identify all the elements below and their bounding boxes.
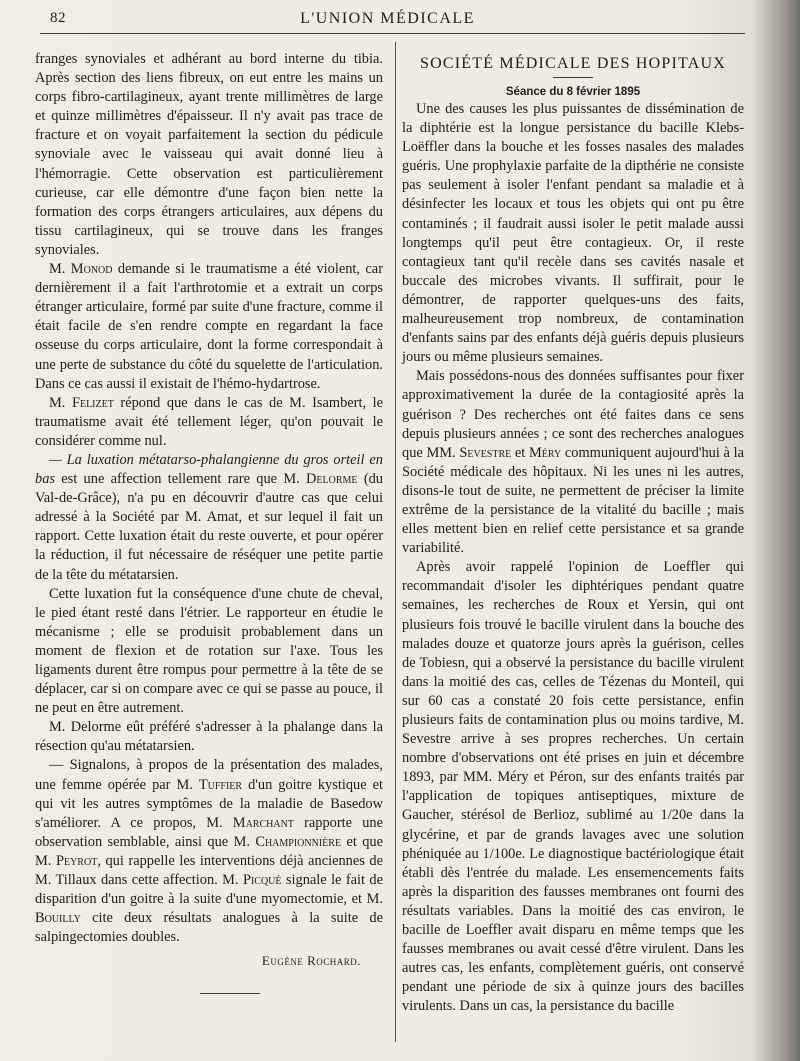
- person-name: Felizet: [71, 394, 114, 411]
- person-name: Méry: [528, 444, 562, 461]
- paragraph-text: et: [511, 444, 529, 461]
- paragraph-text: rapporte une observation semblable, ainsi que M.: [35, 814, 384, 850]
- title-rule: [553, 77, 593, 78]
- person-name: Championnière: [255, 833, 342, 850]
- paragraph-text: communiquent aujourd'hui à la Société médicale des hôpitaux. Ni les unes ni les autres, disons-le tout de suite, ne permettent de préciser la limite extrême de la persistance de la vitalité du bacille ; mais elles mettent bien en relief cette persistance et sa grande variabilité.: [402, 444, 744, 557]
- paragraph-text: — Signalons, à propos de la présentation des malades, une femme opérée par M.: [35, 757, 383, 793]
- paragraph-text: et que M.: [35, 833, 384, 869]
- paragraph: Une des causes les plus puissantes de dissémination de la diphtérie est la longue persistance du bacille Klebs-Loëffler dans la bouche et les fosses nasales des malades guéris. Une prophylaxie parfaite de la dipthérie ne consiste pas seulement à isoler l'enfant pendant sa maladie et à désinfecter les locaux et tous les objets qui ont pu être contaminés ; il faudrait aussi isoler le petit malade aussi longtemps qu'il peut être contagieux. Or, il reste contagieux tant qu'il recèle dans ses cavités nasale et buccale des microbes vivants. Il suffirait, pour le démontrer, de rapporter quelques-uns des faits, malheureusement trop nombreux, de contamination d'enfants sains par des enfants déjà guéris depuis plusieurs jours ou même plusieurs semaines.: [402, 101, 744, 366]
- page-number: 82: [50, 10, 66, 26]
- running-title: L'UNION MÉDICALE: [300, 10, 475, 27]
- page-header: [20, 8, 755, 34]
- column-divider: [395, 42, 396, 1042]
- person-name: Tuffier: [198, 776, 243, 793]
- italic-topic: — La luxation métatarso-phalangienne du gros orteil en bas: [35, 451, 383, 488]
- author-signature: Eugène Rochard.: [261, 953, 361, 969]
- person-name: Delorme: [306, 471, 358, 488]
- left-column: [35, 50, 383, 994]
- header-rule: [40, 33, 745, 34]
- person-name: Picqué: [242, 872, 282, 889]
- paragraph: Cette luxation fut la conséquence d'une chute de cheval, le pied étant resté dans l'étrier. Le rapporteur en étudie le mécanisme ; elle se produisit probablement dans un moment de flexion et de rotation sur l'axe. Tous les ligaments durent être rompus pour permettre à la tête de se déplacer, car si on compare avec ce qui se passe au pouce, il ne peut en être autrement.: [35, 585, 383, 717]
- paragraph: [402, 367, 744, 558]
- paragraph-text: Mais possédons-nous des données suffisantes pour fixer approximativement la durée de la contagiosité après la guérison ? Des recherches ont été faites dans ce sens depuis plusieurs années ; ce sont des recherches analogues que MM.: [402, 368, 744, 461]
- session-title: Séance du 8 février 1895: [505, 86, 641, 98]
- paragraph: Après avoir rappelé l'opinion de Loeffler qui recommandait d'isoler les diphtériques pendant quatre semaines, les recherches de Roux et Yersin, qui ont plusieurs fois trouvé le bacille virulent dans la bouche des malades douze et quatorze jours après la guérison, celles de Tobiesn, qui a observé la persistance du bacille virulent dans la moitié des cas, celles de Tézenas du Monteil, qui sur 60 cas a constaté 20 fois cette persistance, enfin plusieurs faits de contamination plus ou moins tardive, M. Sevestre arrive à ses propres recherches. Un certain nombre d'observations ont été prises en juin et décembre 1893, par MM. Méry et Péron, sur des enfants traités par l'application de topiques antiseptiques, mixture de Gaucher, stérésol de Berlioz, sublimé au 1/20e dans la glycérine, et par de grands lavages avec une solution phéniquée au 1/100e. Le diagnostique bactériologique était établi dès l'entrée du malade. Les ensemencements faits après la disparition des fausses membranes ont fourni des résultats variables. Dans la moitié des cas environ, le bacille de Loeffler avait disparu en même temps que les fausses membranes ou avait cessé d'être virulent. Dans les autres cas, les enfants, complètement guéris, ont conservé pendant une période de six à quinze jours des bacilles virulents. Dans un cas, la persistance du bacille: [402, 559, 744, 1015]
- right-column: [402, 52, 744, 1017]
- person-name: Marchant: [232, 814, 294, 831]
- paragraph: franges synoviales et adhérant au bord interne du tibia. Après section des liens fibreux, on eut entre les mains un corps fibro-cartilagineux, ayant trente millimètres de large et quinze millimètres d'épaisseur. Il n'y avait pas trace de fracture et on voyait parfaitement la section du pédicule synoviale avec le vaisseau qui avait donné lieu à l'hémorragie. Cette observation est particulièrement curieuse, car elle démontre d'une façon bien nette la formation des corps étrangers articulaires, aux dépens du tissu cartilagineux, qui se trouve dans les franges synoviales.: [35, 51, 383, 258]
- paragraph-text: est une affection tellement rare que M.: [55, 471, 307, 488]
- paragraph-text: d'un goitre kystique et qui vit les autres symptômes de la maladie de Basedow s'améliorer. A ce propos, M.: [35, 776, 383, 831]
- person-name: Bouilly: [35, 910, 81, 927]
- person-name: Sevestre: [459, 444, 512, 461]
- person-name: Peyrot: [55, 852, 98, 869]
- paragraph-text: , qui rappelle les interventions déjà anciennes de M. Tillaux dans cette affection. M.: [35, 852, 383, 889]
- paragraph-text: répond que dans le cas de M. Isambert, le traumatisme avait été tellement léger, qu'on pouvait le considérer comme nul.: [35, 394, 383, 449]
- person-name: Monod: [70, 261, 113, 278]
- paragraph: [35, 451, 383, 585]
- paragraph: [35, 756, 383, 947]
- paragraph: M. Monod demande si le traumatisme a été violent, car dernièrement il a fait l'arthrotomie et a extrait un corps étranger articulaire, formé par suite d'une fracture, comme il était facile de s'en rendre compte en regardant la face osseuse du corps articulaire, dont la forme correspondait à une perte de substance du côté du squelette de l'articulation. Dans ce cas aussi il existait de l'hémo-hydartrose.: [35, 261, 383, 392]
- paragraph-text: signale le fait de disparition d'un goitre à la suite d'une myomectomie, et M.: [35, 872, 383, 908]
- paragraph-text: cite deux résultats analogues à la suite de salpingectomies doubles.: [35, 910, 383, 946]
- paragraph-text: (du Val-de-Grâce), n'a pu en découvrir d'autre cas que celui adressé à la Société par M. Amat, et sur lequel il fait un rapport. Cette luxation était du reste ouverte, et pour opérer la réduction, il fut nécessaire de réséquer une petite partie de la tête du métatarsien.: [35, 471, 384, 583]
- article-end-rule: [200, 993, 260, 994]
- paragraph: M. Delorme eût préféré s'adresser à la phalange dans la résection qu'au métatarsien.: [35, 719, 383, 755]
- paragraph-text: demande si le traumatisme a été violent, car dernièrement il a fait l'arthrotomie et a extrait un corps étranger articulaire, formé par suite d'une fracture, comme il était facile de s'en rendre compte en regardant la face osseuse du corps articulaire, dont la forme correspondait à une perte de substance du côté du squelette de l'articulation. Dans ce cas aussi il existait de l'hémo-hydartrose.: [35, 261, 383, 392]
- paragraph: M. Felizet répond que dans le cas de M. Isambert, le traumatisme avait été tellement léger, qu'on pouvait le considérer comme nul.: [35, 394, 383, 449]
- section-title: SOCIÉTÉ MÉDICALE DES HOPITAUX: [420, 55, 726, 72]
